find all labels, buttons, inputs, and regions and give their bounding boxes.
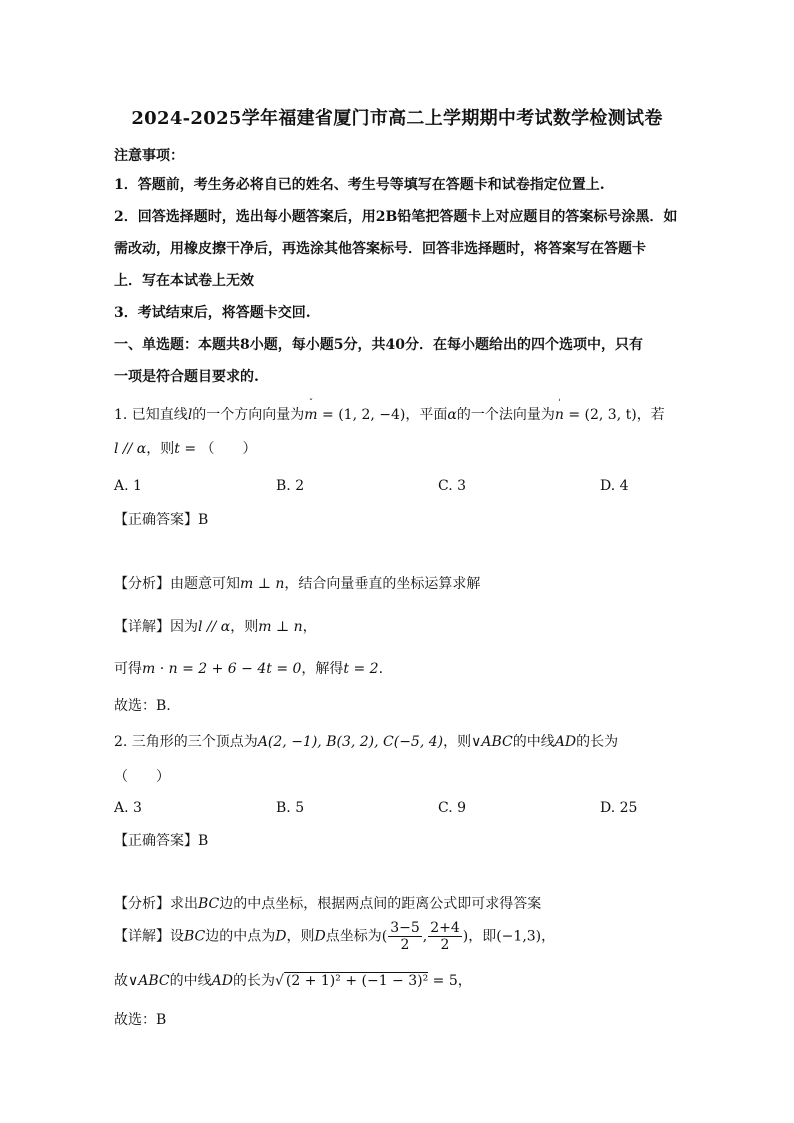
q2-length: 故∨ABC的中线AD的长为√ (2 + 1)² + (−1 − 3)² = 5，	[114, 973, 472, 989]
fraction-1: $\frac{3-5}{2}$	[390, 920, 420, 953]
sqrt-expression: (2 + 1)² + (−1 − 3)²	[285, 973, 429, 989]
q1-option-a: A. 1	[114, 478, 142, 494]
q1-option-d: D. 4	[600, 478, 629, 494]
q2-analysis: 【分析】求出BC边的中点坐标，根据两点间的距离公式即可求得答案	[114, 896, 542, 912]
q1-analysis: 【分析】由题意可知m ⊥ n，结合向量垂直的坐标运算求解	[114, 576, 481, 592]
page-title: 2024-2025学年福建省厦门市高二上学期期中考试数学检测试卷	[131, 108, 663, 129]
q2-option-b: B. 5	[276, 800, 305, 816]
notice-2-cont: 需改动，用橡皮擦干净后，再选涂其他答案标号．回答非选择题时，将答案写在答题卡	[114, 241, 646, 257]
q2-option-c: C. 9	[438, 800, 467, 816]
q2-detail: 【详解】设BC边的中点为D，则D点坐标为( $\frac{3-5}{2}$ , $\frac{2+4}{2}$ )，即(−1,3)，	[114, 920, 556, 953]
q2-answer: 【正确答案】B	[114, 833, 209, 849]
sqrt-symbol: √	[274, 973, 284, 989]
q1-stem-cont: l // α，则t = （ ）	[114, 441, 257, 457]
q1-option-b: B. 2	[276, 478, 305, 494]
fraction-2: $\frac{2+4}{2}$	[430, 920, 460, 953]
q2-option-d: D. 25	[600, 800, 638, 816]
section-heading: 一、单选题：本题共8小题，每小题5分，共40分．在每小题给出的四个选项中，只有	[114, 337, 643, 353]
notice-heading: 注意事项：	[114, 148, 184, 164]
q2-option-a: A. 3	[114, 800, 142, 816]
q1-calc: 可得m · n = 2 + 6 − 4t = 0，解得t = 2.	[114, 661, 384, 677]
q2-conclusion: 故选：B	[114, 1012, 167, 1028]
q1-stem: 1. 已知直线l的一个方向向量为 ˇ m = (1, 2, −4)，平面α的一个法向量为 ˈ n = (2, 3, t)，若	[114, 399, 665, 423]
q1-option-c: C. 3	[438, 478, 467, 494]
q2-stem-cont: （ ）	[114, 769, 170, 785]
q1-conclusion: 故选：B.	[114, 698, 171, 714]
q1-detail: 【详解】因为l // α，则m ⊥ n，	[114, 619, 317, 635]
notice-2: 2．回答选择题时，选出每小题答案后，用2B铅笔把答题卡上对应题目的答案标号涂黑．如	[114, 209, 678, 225]
notice-3: 3．考试结束后，将答题卡交回.	[114, 305, 311, 321]
notice-1: 1．答题前，考生务必将自已的姓名、考生号等填写在答题卡和试卷指定位置上.	[114, 177, 605, 193]
notice-2-cont2: 上．写在本试卷上无效	[114, 273, 254, 289]
q2-stem: 2. 三角形的三个顶点为A(2, −1), B(3, 2), C(−5, 4)，则∨ABC的中线AD的长为	[114, 734, 619, 750]
section-heading-cont: 一项是符合题目要求的.	[114, 369, 259, 385]
q1-answer: 【正确答案】B	[114, 512, 209, 528]
